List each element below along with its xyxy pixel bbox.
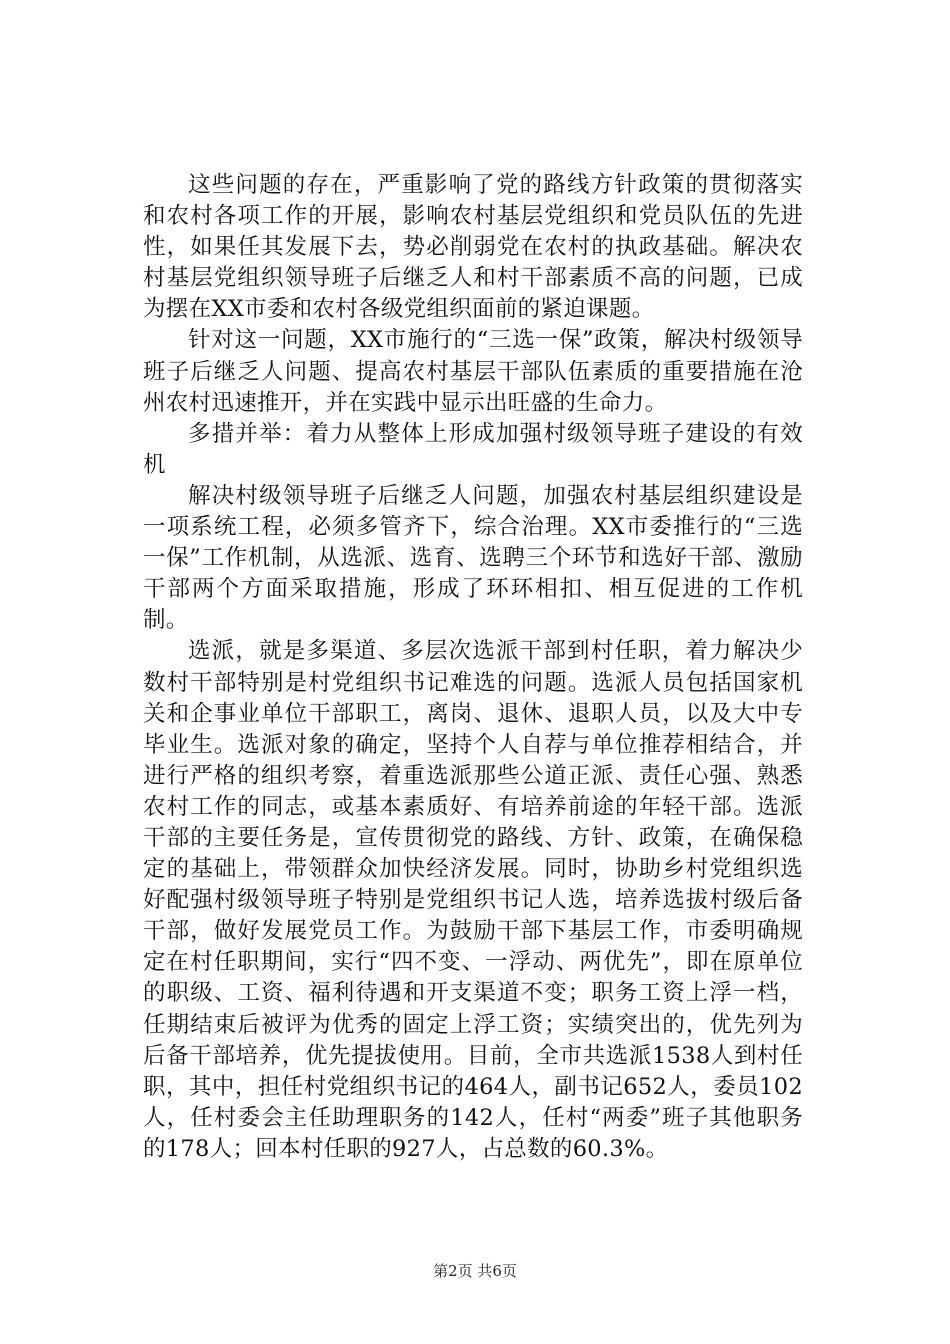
paragraph-policy: 针对这一问题，XX市施行的“三选一保”政策，解决村级领导班子后继乏人问题、提高农村基层干部队伍素质的重要措施在沧州农村迅速推开，并在实践中显示出旺盛的生命力。	[143, 327, 803, 416]
page-footer: 第2页 共6页	[433, 1262, 517, 1280]
document-body	[143, 170, 803, 1165]
paragraph-problems: 这些问题的存在，严重影响了党的路线方针政策的贯彻落实和农村各项工作的开展，影响农村基层党组织和党员队伍的先进性，如果任其发展下去，势必削弱党在农村的执政基础。解决农村基层党组织领导班子后继乏人和村干部素质不高的问题，已成为摆在XX市委和农村各级党组织面前的紧迫课题。	[143, 172, 803, 323]
paragraph-selection: 选派，就是多渠道、多层次选派干部到村任职，着力解决少数村干部特别是村党组织书记难选的问题。选派人员包括国家机关和企事业单位干部职工，离岗、退休、退职人员，以及大中专毕业生。选派对象的确定，坚持个人自荐与单位推荐相结合，并进行严格的组织考察，着重选派那些公道正派、责任心强、熟悉农村工作的同志，或基本素质好、有培养前途的年轻干部。选派干部的主要任务是，宣传贯彻党的路线、方针、政策，在确保稳定的基础上，带领群众加快经济发展。同时，协助乡村党组织选好配强村级领导班子特别是党组织书记人选，培养选拔村级后备干部，做好发展党员工作。为鼓励干部下基层工作，市委明确规定在村任职期间，实行“四不变、一浮动、两优先”，即在原单位的职级、工资、福利待遇和开支渠道不变；职务工资上浮一档，任期结束后被评为优秀的固定上浮工资；实绩突出的，优先列为后备干部培养，优先提拔使用。目前，全市共选派1538人到村任职，其中，担任村党组织书记的464人，副书记652人，委员102人，任村委会主任助理职务的142人，任村“两委”班子其他职务的178人；回本村任职的927人，占总数的60.3%。	[143, 638, 803, 1162]
paragraph-mechanism: 解决村级领导班子后继乏人问题，加强农村基层组织建设是一项系统工程，必须多管齐下，综合治理。XX市委推行的“三选一保”工作机制，从选派、选育、选聘三个环节和选好干部、激励干部两个方面采取措施，形成了环环相扣、相互促进的工作机制。	[143, 482, 803, 634]
section-heading: 多措并举：着力从整体上形成加强村级领导班子建设的有效机	[143, 420, 803, 478]
